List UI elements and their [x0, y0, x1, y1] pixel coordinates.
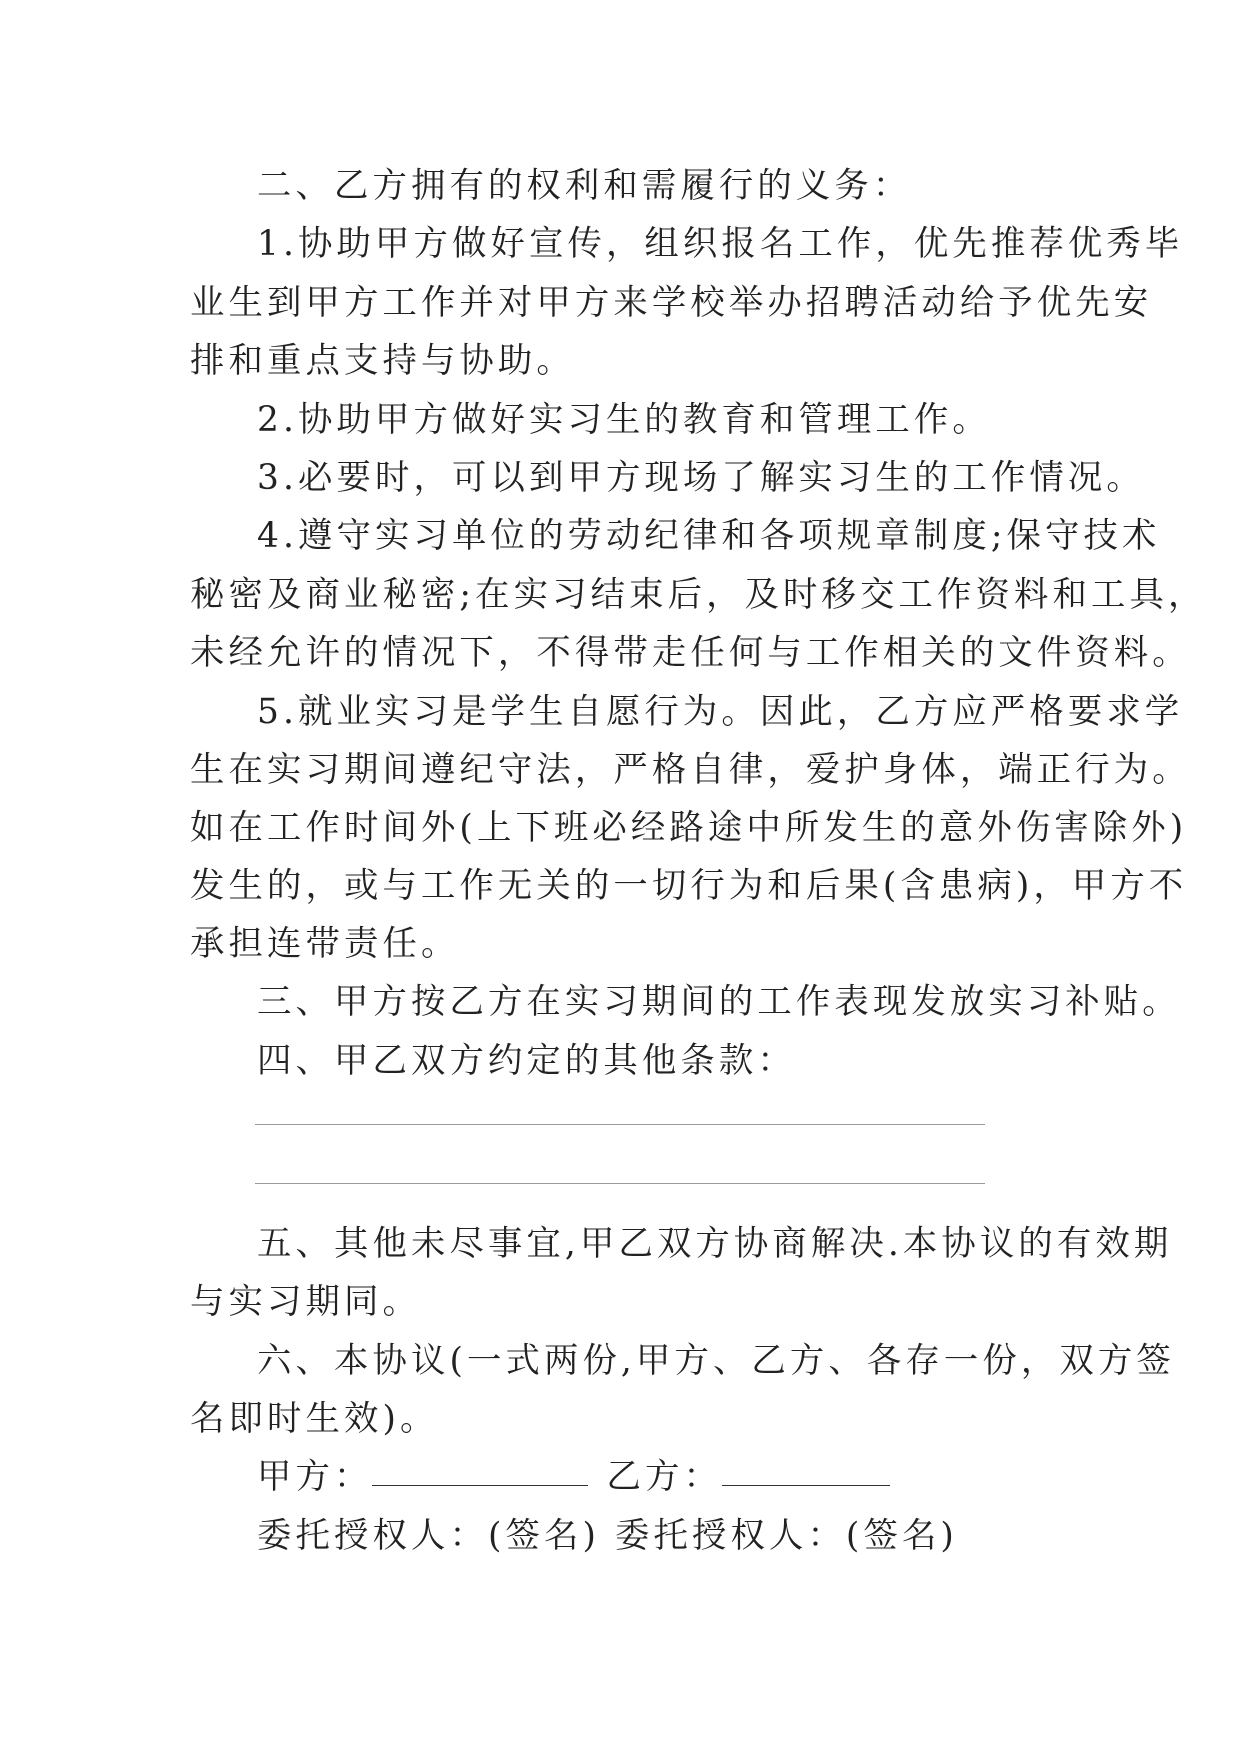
authorized-signers-line: 委托授权人：(签名) 委托授权人：(签名): [257, 1516, 958, 1556]
item-5-line-4: 发生的，或与工作无关的一切行为和后果(含患病)，甲方不: [190, 866, 1188, 906]
party-a-label: 甲方：: [257, 1457, 373, 1497]
item-4-line-2: 秘密及商业秘密;在实习结束后，及时移交工作资料和工具，: [190, 575, 1207, 615]
section-5-line-2: 与实习期同。: [190, 1282, 421, 1322]
party-a-signature-blank: [372, 1485, 588, 1486]
item-5-line-3: 如在工作时间外(上下班必经路途中所发生的意外伤害除外): [190, 808, 1188, 848]
item-2: 2.协助甲方做好实习生的教育和管理工作。: [257, 400, 991, 440]
item-1-line-1: 1.协助甲方做好宣传，组织报名工作，优先推荐优秀毕: [257, 224, 1184, 264]
item-5-line-1: 5.就业实习是学生自愿行为。因此，乙方应严格要求学: [257, 692, 1184, 732]
blank-line-1: [255, 1124, 985, 1125]
item-4-line-3: 未经允许的情况下，不得带走任何与工作相关的文件资料。: [190, 633, 1191, 673]
section-6-line-2: 名即时生效)。: [190, 1399, 439, 1439]
section-2-heading: 二、乙方拥有的权利和需履行的义务：: [257, 166, 912, 206]
item-5-line-2: 生在实习期间遵纪守法，严格自律，爱护身体，端正行为。: [190, 750, 1191, 790]
item-3: 3.必要时，可以到甲方现场了解实习生的工作情况。: [257, 458, 1145, 498]
item-1-line-2: 业生到甲方工作并对甲方来学校举办招聘活动给予优先安: [190, 283, 1153, 323]
party-b-label: 乙方：: [606, 1457, 722, 1497]
signature-line: [257, 1455, 890, 1499]
party-b-signature-blank: [722, 1485, 890, 1486]
section-5-line-1: 五、其他未尽事宜,甲乙双方协商解决.本协议的有效期: [257, 1224, 1173, 1264]
section-6-line-1: 六、本协议(一式两份,甲方、乙方、各存一份，双方签: [257, 1341, 1175, 1381]
blank-line-2: [255, 1183, 985, 1184]
item-4-line-1: 4.遵守实习单位的劳动纪律和各项规章制度;保守技术: [257, 516, 1161, 556]
section-4-heading: 四、甲乙双方约定的其他条款：: [257, 1041, 796, 1081]
item-5-line-5: 承担连带责任。: [190, 924, 460, 964]
item-1-line-3: 排和重点支持与协助。: [190, 341, 575, 381]
section-3: 三、甲方按乙方在实习期间的工作表现发放实习补贴。: [257, 982, 1181, 1022]
